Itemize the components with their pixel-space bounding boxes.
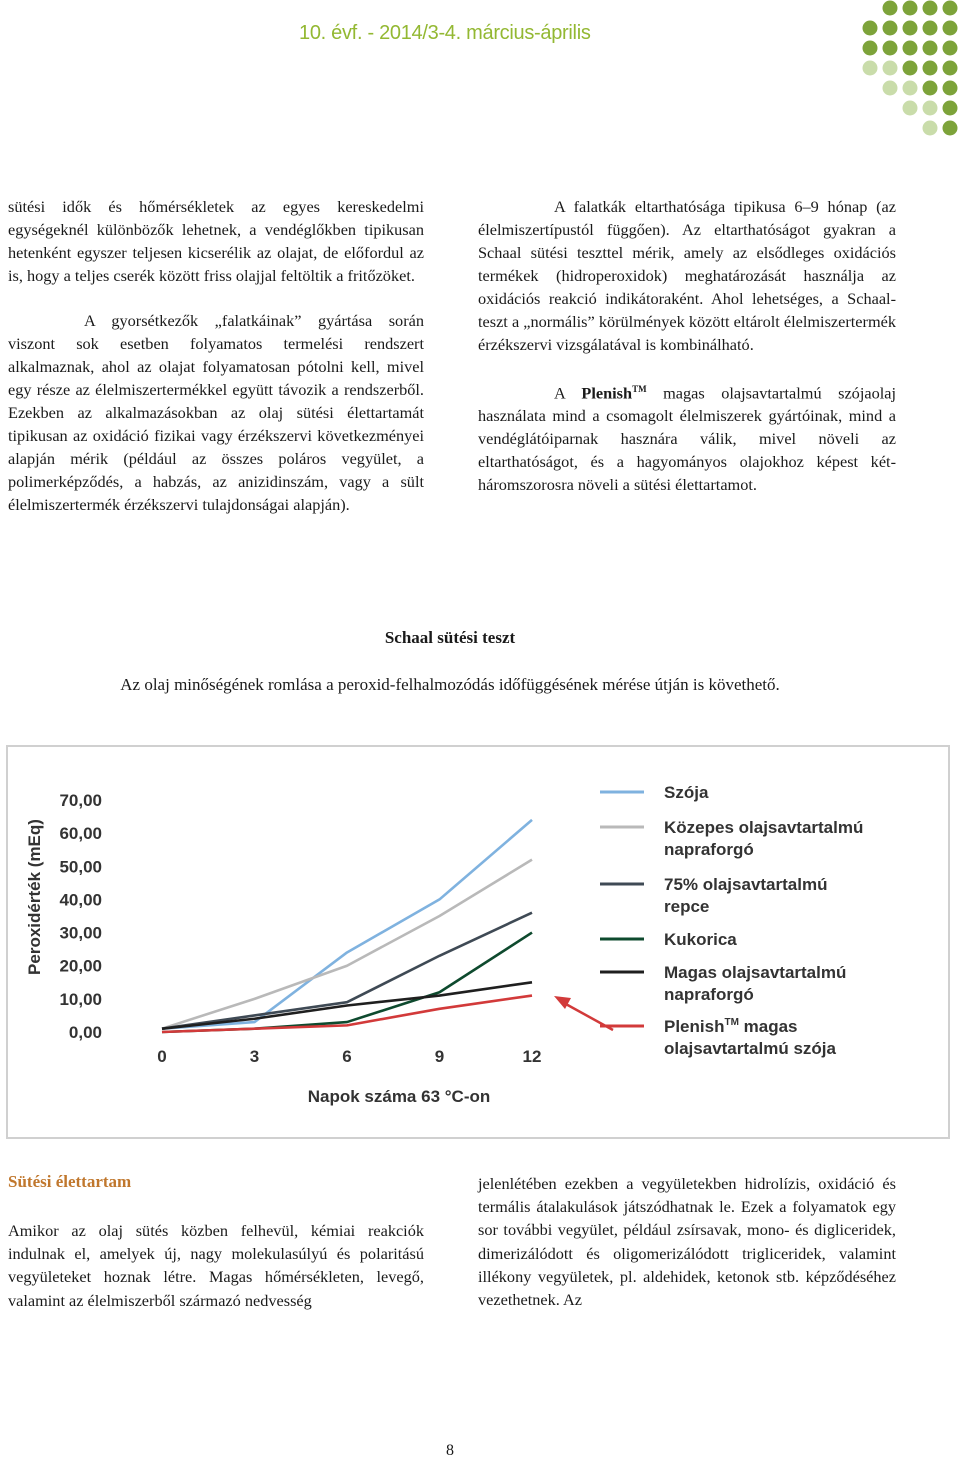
- legend-label-line2: olajsavtartalmú szója: [664, 1039, 836, 1058]
- decorative-dot: [943, 21, 958, 36]
- plenish-brand: Plenish: [581, 383, 633, 403]
- plenish-arrow: [554, 996, 613, 1030]
- left-text-column: [8, 195, 424, 516]
- shelf-life-text: Amikor az olaj sütés közben felhevül, kémiai reakciók indulnak el, amelyek új, nagy molekulasúlyú és polaritású vegyületeket hoznak létre. Magas hőmérsékleten, levegő, valamint az élelmiszerből származó nedvesség: [8, 1221, 424, 1310]
- legend-label: 75% olajsavtartalmú: [664, 875, 828, 894]
- decorative-dot: [943, 41, 958, 56]
- decorative-dot: [943, 1, 958, 16]
- decorative-dot: [923, 1, 938, 16]
- right-paragraph-1: A falatkák eltarthatósága tipikusa 6–9 hónap (az élelmiszertípustól függően). Az eltarthatóságot gyakran a Schaal sütési teszttel mérik, amely az elsődleges oxidációs termékek (hidroperoxidok) meghatározását használja az oxidációs reakció indikátoraként. Ahol lehetséges, a Schaal-teszt a „normális” körülmények között eltárolt élelmiszertermék érzékszervi vizsgálatával is kombinálható.: [478, 197, 896, 354]
- decorative-dot: [903, 101, 918, 116]
- decorative-dot: [923, 61, 938, 76]
- right-paragraph-2-lead: A: [554, 383, 582, 403]
- y-tick-label: 40,00: [59, 890, 102, 910]
- decorative-dot: [923, 121, 938, 136]
- decorative-dot: [903, 21, 918, 36]
- y-tick-label: 30,00: [59, 923, 102, 943]
- decorative-dot: [883, 61, 898, 76]
- decorative-dot: [943, 101, 958, 116]
- decorative-dot: [883, 41, 898, 56]
- decorative-dot: [863, 21, 878, 36]
- peroxide-line-chart: [8, 747, 948, 1137]
- bottom-right-text: jelenlétében ezekben a vegyületekben hidrolízis, oxidáció és termális átalakulások játszódhatnak le. Ezek a folyamatok egy sor további vegyület, például zsírsavak, mono- és digliceridek, dimerizálódott és oligomerizálódott trigliceridek, valamint illékony vegyületek, pl. aldehidek, ketonok stb. képződéséhez vezethetnek. Az: [478, 1174, 896, 1310]
- decorative-dot: [923, 81, 938, 96]
- y-tick-label: 10,00: [59, 989, 102, 1009]
- legend-label: Magas olajsavtartalmú: [664, 963, 847, 982]
- decorative-dot: [923, 41, 938, 56]
- shelf-life-title: Sütési élettartam: [8, 1172, 132, 1191]
- y-tick-label: 20,00: [59, 956, 102, 976]
- x-axis-label: [308, 1087, 491, 1106]
- x-tick-label: 6: [342, 1047, 352, 1066]
- section-title: Schaal sütési teszt: [384, 628, 516, 647]
- x-tick-label: 12: [522, 1047, 542, 1066]
- y-axis-label: Peroxidérték (mEq): [25, 819, 44, 975]
- legend-label-line2: napraforgó: [664, 985, 754, 1004]
- decorative-dot: [943, 61, 958, 76]
- decorative-dot: [863, 41, 878, 56]
- legend-label: Szója: [664, 783, 709, 802]
- section-subtitle: Az olaj minőségének romlása a peroxid-felhalmozódás időfüggésének mérése útján is követhető.: [120, 675, 780, 694]
- legend-label-line2: repce: [664, 897, 710, 916]
- decorative-dot: [883, 21, 898, 36]
- right-text-column: [478, 195, 896, 496]
- y-tick-label: 70,00: [59, 791, 102, 810]
- y-tick-label: 50,00: [59, 857, 102, 877]
- page-number: 8: [446, 1442, 454, 1459]
- left-paragraph-2: A gyorsétkezők „falatkáinak” gyártása során viszont sok esetben folyamatos termelési rendszert alkalmaznak, ahol az olajat folyamatosan pótolni kell, mivel egy része az élelmiszertermékkel együtt távozik a rendszerből. Ezekben az alkalmazásokban az olaj sütési élettartamát tipikusan az oxidáció fizikai vagy érzékszervi következményei alapján mérik (például az összes poláros vegyület, a polimerképződés, a habzás, az anizidinszám, vagy a sült élelmiszertermék érzékszervi tulajdonságai alapján).: [8, 311, 424, 514]
- decorative-dot: [903, 41, 918, 56]
- decorative-dot: [923, 101, 938, 116]
- left-paragraph-1: sütési idők és hőmérsékletek az egyes kereskedelmi egységeknél különbözők lehetnek, a vendéglőkben tipikusan hetenként egyszer teljesen kicserélik az olajat, de előfordul az is, hogy a teljes cserék között friss olajjal feltöltik a fritőzöket.: [8, 197, 424, 285]
- x-tick-label: 3: [249, 1047, 260, 1066]
- legend-label-line2: napraforgó: [664, 840, 754, 859]
- decorative-dot: [923, 21, 938, 36]
- decorative-dot: [903, 1, 918, 16]
- x-axis-label-text: Napok száma 63 °C-on: [307, 1087, 491, 1106]
- decorative-dot: [903, 81, 918, 96]
- decorative-dot: [863, 61, 878, 76]
- decorative-dot: [883, 1, 898, 16]
- x-tick-label: 9: [434, 1047, 445, 1066]
- series-line-1: [162, 820, 532, 1029]
- decorative-dot-pattern: [820, 0, 960, 160]
- legend-label: Plenish™ magas: [664, 1017, 798, 1036]
- legend-label: Közepes olajsavtartalmú: [664, 818, 864, 837]
- legend-label: Kukorica: [664, 930, 737, 949]
- decorative-dot: [883, 81, 898, 96]
- decorative-dot: [943, 121, 958, 136]
- trademark-mark: TM: [632, 384, 647, 394]
- y-tick-label: 0,00: [68, 1023, 102, 1042]
- chart-frame: [6, 745, 950, 1139]
- series-line-4: [162, 933, 532, 1032]
- right-paragraph-2-tail: magas olajsavtartalmú szójaolaj használata mind a csomagolt élelmiszerek gyártóinak, mind a vendéglátóiparnak hasznára válik, mivel növeli az eltarthatóságot, és a hagyományos olajokhoz képest két-háromszorosra növeli a sütési élettartamot.: [478, 383, 896, 495]
- decorative-dot: [943, 81, 958, 96]
- right-paragraph-2: [478, 378, 896, 496]
- journal-header: 10. évf. - 2014/3-4. március-április: [299, 22, 591, 44]
- decorative-dot: [903, 61, 918, 76]
- y-tick-label: 60,00: [59, 824, 102, 844]
- x-tick-label: 0: [157, 1047, 167, 1066]
